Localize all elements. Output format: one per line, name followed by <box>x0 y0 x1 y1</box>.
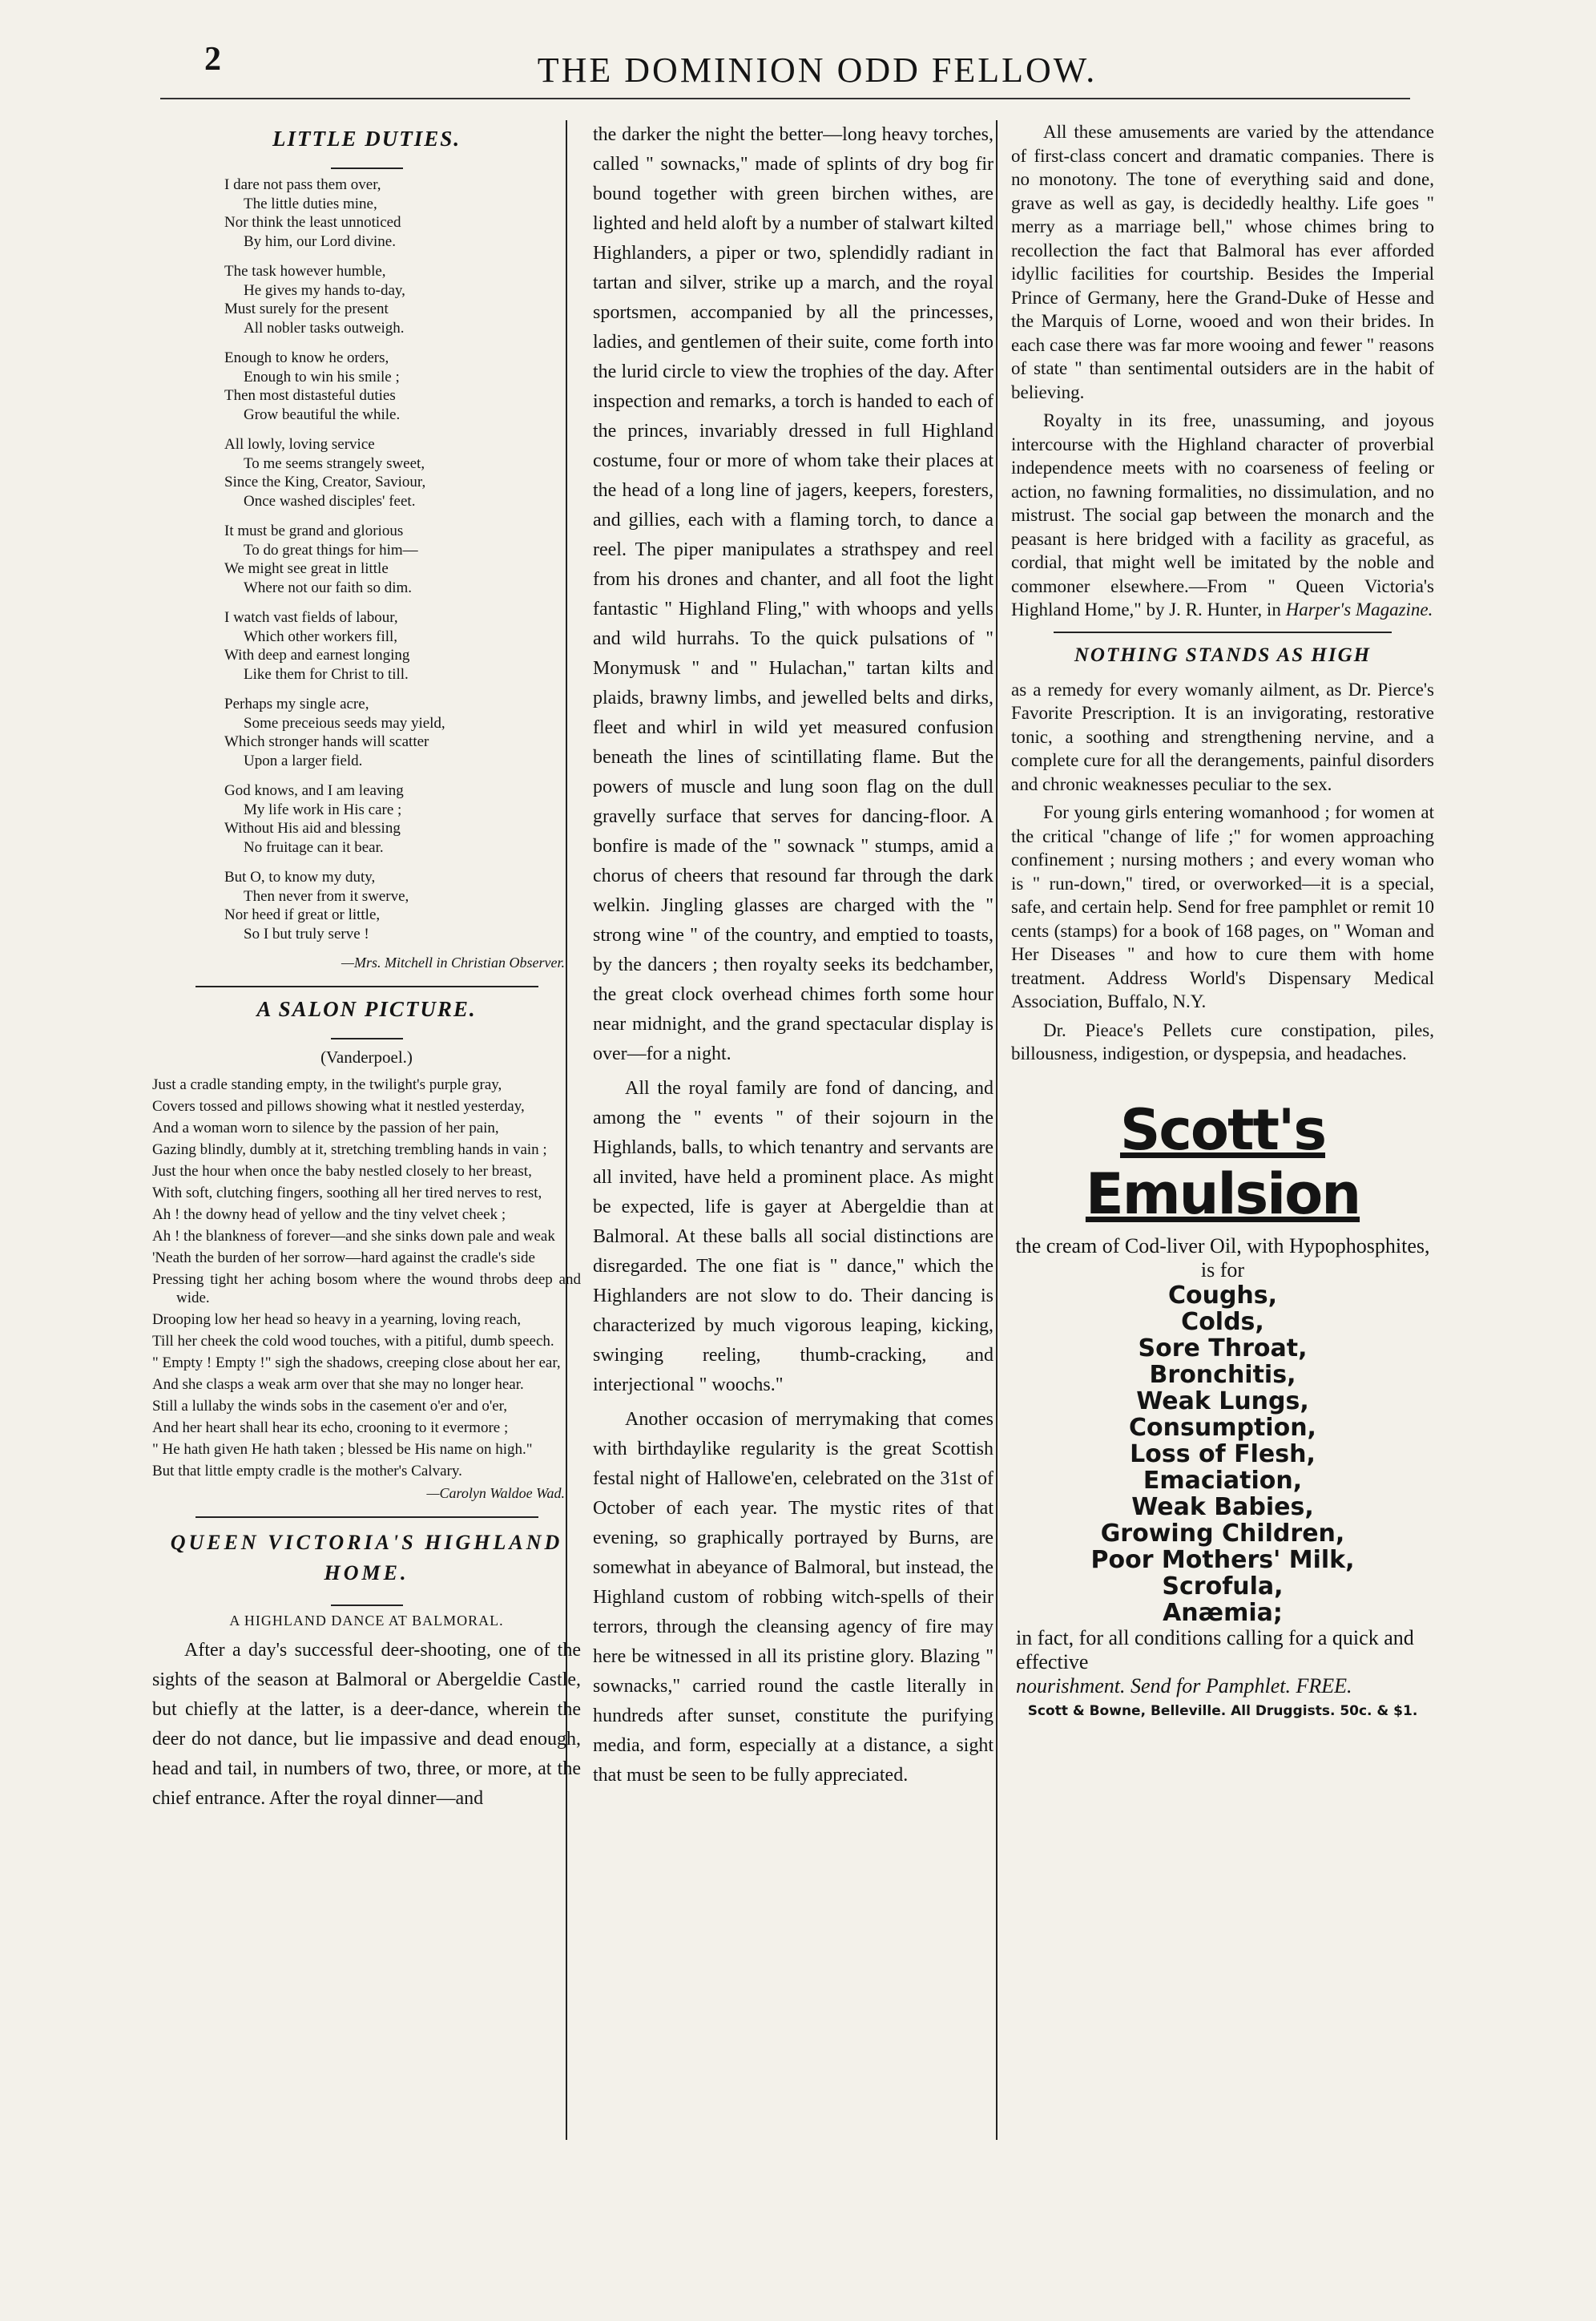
poem-line: Which stronger hands will scatter <box>224 733 429 750</box>
poem-line: Once washed disciples' feet. <box>244 492 416 510</box>
poem-line: 'Neath the burden of her sorrow—hard against the cradle's side <box>152 1249 535 1266</box>
poem-line: All nobler tasks outweigh. <box>244 319 405 337</box>
poem-stanza <box>224 695 581 770</box>
poem-line: With soft, clutching fingers, soothing all her tired nerves to rest, <box>152 1185 542 1201</box>
poem-stanza <box>224 262 581 337</box>
poem-line: Just the hour when once the baby nestled closely to her breast, <box>152 1163 532 1180</box>
poem-line: Gazing blindly, dumbly at it, stretching trembling hands in vain ; <box>152 1141 547 1158</box>
poem-line: Ah ! the downy head of yellow and the tiny velvet cheek ; <box>152 1206 506 1223</box>
article-paragraph: After a day's successful deer-shooting, one of the sights of the season at Balmoral or Abergeldie Castle, but chiefly at the latter, is a deer-dance, wherein the deer do not dance, but lie impassive and dead enough, head and tail, in numbers of two, three, or more, at the chief entrance. After the royal dinner—and <box>152 1640 581 1809</box>
poem-line: Enough to win his smile ; <box>244 368 400 385</box>
poem-line: Grow beautiful the while. <box>244 406 401 423</box>
poem-line: " Empty ! Empty !" sigh the shadows, creeping close about her ear, <box>152 1354 561 1371</box>
article-paragraph: All the royal family are fond of dancing, and among the " events " of their sojourn in the Highlands, balls, to which tenantry and servants are all invited, have held a prominent place. As might be expected, life is gayer at Abergeldie than at Balmoral. At these balls all social distinctions are disregarded. The one fiat is " dance," which the Highlanders are not slow to do. Their dancing is characterized by much vigorous leaping, kicking, swinging reeling, thumb-cracking, and interjectional " woochs." <box>593 1078 993 1395</box>
poem-line: Still a lullaby the winds sobs in the casement o'er and o'er, <box>152 1398 507 1415</box>
notice-paragraph: For young girls entering womanhood ; for women at the critical "change of life ;" for women approaching confinement ; nursing mothers ; and every woman who is " run-down," tired, or overworked—it is a special, safe, and certain help. Send for free pamphlet or remit 10 cents (stamps) for a book of 168 pages, on " Woman and Her Diseases " and how to cure them with home treatment. Address World's Dispensary Medical Association, Buffalo, N.Y. <box>1011 802 1434 1011</box>
poem-little-duties <box>224 176 581 943</box>
section-rule <box>195 986 538 987</box>
poem-line: And her heart shall hear its echo, crooning to it evermore ; <box>152 1419 509 1436</box>
poem-line: No fruitage can it bear. <box>244 838 384 856</box>
ad-brand-line-1: Scott's <box>1119 1096 1326 1163</box>
ad-pamphlet-offer: nourishment. Send for Pamphlet. FREE. <box>1016 1673 1352 1697</box>
poem-line: Then never from it swerve, <box>244 887 409 905</box>
article-body-col1 <box>152 1636 581 1814</box>
poem-line: We might see great in little <box>224 560 389 577</box>
ad-ailment-item: Weak Lungs, <box>1136 1387 1309 1415</box>
article-paragraph-text: Royalty in its free, unassuming, and joyous intercourse with the Highland character of proverbial independence meets with no coarseness of feeling or action, no fawning formalities, no dissimulation, and no mistrust. The social gap between the monarch and the peasant is here bridged with a facility as graceful, as cordial, that might well be imitated by the noble and commoner elsewhere.—From " Queen Victoria's Highland Home," by J. R. Hunter, in <box>1011 410 1434 620</box>
source-magazine: Harper's Magazine. <box>1285 599 1433 620</box>
poem-stanza <box>224 349 581 424</box>
poem-stanza <box>224 176 581 251</box>
ad-ailment-item: Growing Children, <box>1100 1519 1345 1548</box>
poem-stanza <box>224 868 581 943</box>
ad-ailment-list <box>1011 1282 1434 1626</box>
poem-line: Like them for Christ to till. <box>244 665 409 683</box>
poem-line: Covers tossed and pillows showing what it nestled yesterday, <box>152 1098 525 1115</box>
ad-ailment-item: Coughs, <box>1167 1281 1278 1310</box>
poem-line: Pressing tight her aching bosom where the wound throbs deep and wide. <box>152 1271 581 1306</box>
ad-ailment-item: Anæmia; <box>1163 1598 1283 1627</box>
notice-paragraph: as a remedy for every womanly ailment, as Dr. Pierce's Favorite Prescription. It is an invigorating, restorative tonic, a soothing and strengthening nervine, and a complete cure for all the derangements, painful disorders and chronic weaknesses peculiar to the sex. <box>1011 679 1434 794</box>
ad-ailment-item: Bronchitis, <box>1149 1360 1296 1389</box>
poem-line: But O, to know my duty, <box>224 869 376 886</box>
poem-line: And she clasps a weak arm over that she may no longer hear. <box>152 1376 524 1393</box>
ad-ailment-item: Sore Throat, <box>1138 1334 1308 1362</box>
poem-line: To do great things for him— <box>244 541 418 559</box>
header-rule <box>160 98 1410 99</box>
poem-line: It must be grand and glorious <box>224 523 404 539</box>
poem-line: Where not our faith so dim. <box>244 579 413 596</box>
poem-title-little-duties: LITTLE DUTIES. <box>272 127 461 151</box>
article-subhead: A HIGHLAND DANCE AT BALMORAL. <box>229 1613 504 1629</box>
poem-line: I dare not pass them over, <box>224 176 381 193</box>
poem-line: The task however humble, <box>224 263 386 280</box>
article-body-col2 <box>593 120 993 1790</box>
notice-body <box>1011 678 1434 1066</box>
article-paragraph: the darker the night the better—long heavy torches, called " sownacks," made of splints of dry bog fir bound together with green birchen withes, are lighted and held aloft by a number of stalwart kilted Highlanders, a piper or two, splendidly radiant in tartan and silver, strike up a march, and the royal sportsmen, accompanied by all the princesses, ladies, and gentlemen of their suite, come forth into the lurid circle to view the trophies of the day. After inspection and remarks, a torch is handed to each of the princes, invariably dressed in full Highland costume, four or more of whom take their places at the head of a long line of jagers, keepers, foresters, and gillies, each with a flaming torch, to dance a reel. The piper manipulates a strathspey and reel from his drones and chanter, and all foot the light fantastic " Highland Fling," with whoops and yells and wild hurrahs. To the quick pulsations of " Monymusk " and " Hulachan," tartan kilts and plaids, brawny limbs, and jewelled belts and dirks, fleet and whirl in wild yet measured confusion beneath the lines of scintillating flame. But the powers of muscle and lung soon flag on the dull gravelly surface that serves for dancing-floor. A bonfire is made of the " sownack " stumps, amid a chorus of cheers that resound far through the dark welkin. Jingling glasses are charged with the " strong wine " of the country, and emptied to toasts, by the dancers ; then royalty seeks its bedchamber, the great clock overhead chimes forth some hour near midnight, and the grand spectacular display is over—for a night. <box>593 124 993 1064</box>
title-rule <box>331 168 403 169</box>
ad-ailment-item: Loss of Flesh, <box>1130 1439 1316 1468</box>
masthead-title: THE DOMINION ODD FELLOW. <box>537 50 1098 90</box>
poem-line: Nor heed if great or little, <box>224 906 381 923</box>
poem-line: But that little empty cradle is the mother's Calvary. <box>152 1463 462 1479</box>
ad-ailment-item: Poor Mothers' Milk, <box>1090 1545 1355 1574</box>
poem-line: The little duties mine, <box>244 195 377 212</box>
poem-attribution: —Mrs. Mitchell in Christian Observer. <box>341 955 565 971</box>
poem-line: Perhaps my single acre, <box>224 696 369 712</box>
ad-ailment-item: Weak Babies, <box>1131 1492 1314 1521</box>
title-rule <box>331 1038 403 1039</box>
poem-salon-picture <box>152 1076 581 1480</box>
poem-line: All lowly, loving service <box>224 436 375 453</box>
ad-ailment-item: Scrofula, <box>1162 1572 1284 1600</box>
poem-line: Then most distasteful duties <box>224 387 396 404</box>
poem-line: Till her cheek the cold wood touches, with a pitiful, dumb speech. <box>152 1333 554 1350</box>
scotts-emulsion-ad <box>1011 1098 1434 1719</box>
poem-attribution: —Carolyn Waldoe Wad. <box>426 1485 565 1501</box>
article-title: QUEEN VICTORIA'S HIGHLAND HOME. <box>170 1531 563 1584</box>
poem-title-salon-picture: A SALON PICTURE. <box>256 997 477 1021</box>
column-2 <box>593 120 993 1795</box>
poem-stanza <box>224 522 581 597</box>
ad-ailment-item: Consumption, <box>1129 1413 1316 1442</box>
poem-line: Nor think the least unnoticed <box>224 214 401 231</box>
ad-ailment-item: Colds, <box>1181 1307 1264 1336</box>
poem-line: I watch vast fields of labour, <box>224 609 398 626</box>
poem-line: Just a cradle standing empty, in the twilight's purple gray, <box>152 1076 502 1093</box>
poem-line: He gives my hands to-day, <box>244 281 405 299</box>
ad-outro: in fact, for all conditions calling for a quick and effective <box>1016 1625 1414 1673</box>
poem-line: My life work in His care ; <box>244 801 402 818</box>
article-paragraph: Another occasion of merrymaking that comes with birthdaylike regularity is the great Scottish festal night of Hallowe'en, celebrated on the 31st of October of each year. The mystic rites of that evening, so graphically portrayed by Burns, are somewhat in abeyance of Balmoral, but instead, the Highland custom of robbing witch-spells of their terrors, through the cleansing agency of fire may here be witnessed in all its pristine glory. Blazing " sownacks," carried round the castle literally in hundreds after sunset, constitute the purifying media, and form, especially at a distance, a sight that must be seen to be fully appreciated. <box>593 1409 993 1786</box>
poem-line: " He hath given He hath taken ; blessed be His name on high." <box>152 1441 533 1458</box>
ad-ailment-item: Emaciation, <box>1143 1466 1303 1495</box>
poem-line: Without His aid and blessing <box>224 820 401 837</box>
poem-line: By him, our Lord divine. <box>244 232 396 250</box>
poem-stanza <box>224 781 581 857</box>
notice-paragraph: Dr. Pieace's Pellets cure constipation, piles, billousness, indigestion, or dyspepsia, and headaches. <box>1011 1019 1434 1064</box>
article-paragraph: All these amusements are varied by the attendance of first-class concert and dramatic companies. There is no monotony. The tone of everything said and done, grave as well as gay, is decidedly healthy. Life goes " merry as a marriage bell," whose chimes bring to recollection the fact that Balmoral has ever afforded idyllic facilities for courtship. Besides the Imperial Prince of Germany, here the Grand-Duke of Hesse and the Marquis of Lorne, wooed and won their brides. In each case there was far more wooing and fewer " reasons of state " than sentimental outsiders are in the habit of believing. <box>1011 122 1434 402</box>
column-1 <box>152 120 581 1818</box>
ad-brand-line-2: Emulsion <box>1085 1160 1360 1227</box>
section-rule <box>1054 632 1392 633</box>
poem-stanza <box>224 608 581 684</box>
poem-stanza <box>224 435 581 511</box>
article-paragraph <box>1011 409 1434 622</box>
poem-line: Ah ! the blankness of forever—and she sinks down pale and weak <box>152 1228 555 1245</box>
article-body-col3 <box>1011 120 1434 622</box>
column-divider-2 <box>996 120 998 2140</box>
page-number: 2 <box>204 41 221 78</box>
section-rule <box>195 1516 538 1518</box>
poem-subtitle: (Vanderpoel.) <box>320 1047 413 1067</box>
poem-line: Since the King, Creator, Saviour, <box>224 474 426 490</box>
title-rule <box>331 1605 403 1606</box>
poem-line: So I but truly serve ! <box>244 925 369 943</box>
ad-fine-print: Scott & Bowne, Belleville. All Druggists. 50c. & $1. <box>1027 1702 1418 1719</box>
notice-title: NOTHING STANDS AS HIGH <box>1074 644 1372 666</box>
poem-line: And a woman worn to silence by the passion of her pain, <box>152 1120 499 1136</box>
poem-line: Which other workers fill, <box>244 628 398 645</box>
poem-line: To me seems strangely sweet, <box>244 454 425 472</box>
poem-line: God knows, and I am leaving <box>224 782 404 799</box>
poem-line: Drooping low her head so heavy in a yearning, loving reach, <box>152 1311 522 1328</box>
ad-intro: the cream of Cod-liver Oil, with Hypophosphites, is for <box>1015 1233 1430 1282</box>
poem-line: Some preceious seeds may yield, <box>244 714 445 732</box>
ad-outro-italic <box>1011 1674 1434 1698</box>
poem-line: Upon a larger field. <box>244 752 363 769</box>
poem-line: With deep and earnest longing <box>224 647 410 664</box>
poem-line: Enough to know he orders, <box>224 349 389 366</box>
poem-line: Must surely for the present <box>224 301 389 317</box>
column-3 <box>1011 120 1434 1719</box>
